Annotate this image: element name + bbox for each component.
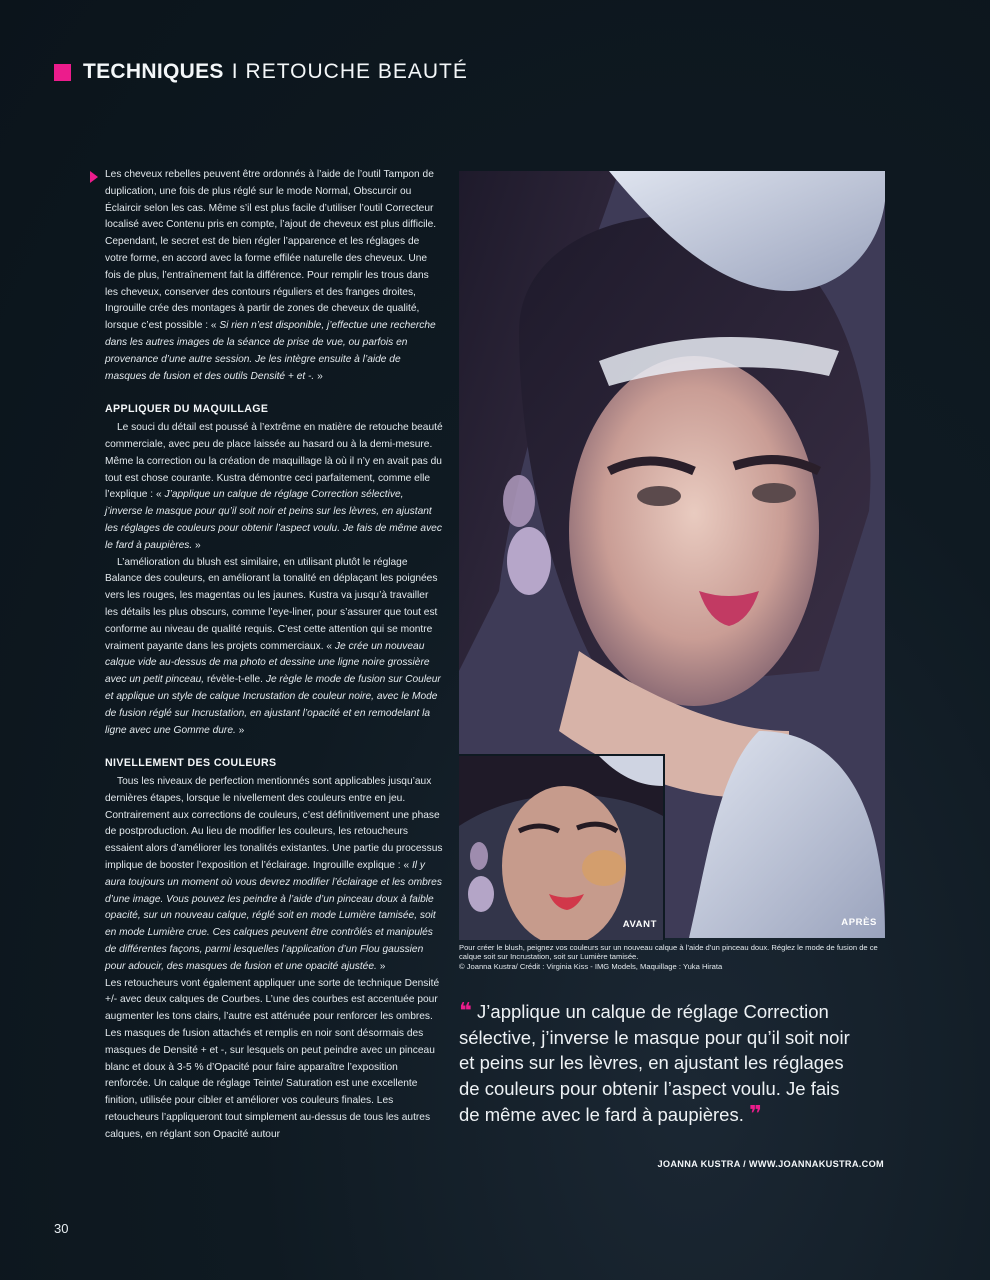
after-label: APRÈS bbox=[841, 917, 877, 928]
heading-color-grading: NIVELLEMENT DES COULEURS bbox=[105, 757, 277, 770]
heading-makeup: APPLIQUER DU MAQUILLAGE bbox=[105, 403, 269, 416]
before-label: AVANT bbox=[622, 919, 657, 930]
paragraph-2: Le souci du détail est poussé à l’extrême en matière de retouche beauté commerciale, avec peu de place laissée au hasard ou à la demi-mesure. Même la correction ou la création de maquillage là où il n’y en avait pas du tout est chose courante. Kustra démontre ceci parfaitement, comme elle l’explique : « J’applique un calque de réglage Correction sélective, j’inverse le masque pour qu’il soit noir et peins sur les lèvres, en ajustant les réglages de couleurs pour obtenir l’aspect voulu. Je fais de même avec le fard à paupières. » bbox=[105, 422, 443, 551]
paragraph-5: Les retoucheurs vont également appliquer une sorte de technique Densité +/- avec deux calques de Courbes. L’une des courbes est accentuée pour augmenter les tons clairs, l’autre est atténuée pour renforcer les ombres. Les masques de fusion attachés et remplis en noir sont désormais des masques de Densité + et -, sur lesquels on peut peindre avec un pinceau blanc et doux à 3-5 % d’Opacité pour faire apparaître l’exposition renforcée. Un calque de réglage Teinte/ Saturation est une excellente finition, utilisée pour cibler et améliorer vos couleurs finales. Les retoucheurs l’appliqueront tout simplement au-dessus de tous les autres calques, en réglant son Opacité autour bbox=[105, 977, 440, 1140]
portrait-photo-before bbox=[459, 754, 665, 940]
close-quote-icon: ❞ bbox=[749, 1101, 762, 1126]
photographer-credit: JOANNA KUSTRA / WWW.JOANNAKUSTRA.COM bbox=[657, 1159, 884, 1169]
paragraph-start-arrow-icon bbox=[90, 171, 98, 183]
portrait-before-illustration bbox=[459, 756, 663, 940]
section-marker-square bbox=[54, 64, 71, 81]
caption-copyright: © Joanna Kustra/ Crédit : Virginia Kiss - IMG Models, Maquillage : Yuka Hirata bbox=[459, 961, 723, 971]
paragraph-1: Les cheveux rebelles peuvent être ordonnés à l’aide de l’outil Tampon de duplication, une fois de plus réglé sur le mode Normal, Obscurcir ou Éclaircir selon les cas. Même s’il est plus facile d’utiliser l’outil Correcteur localisé avec Contenu pris en compte, l’ajout de cheveux est plus difficile. Cependant, le secret est de bien régler l’apparence et les réglages de votre forme, en accord avec la forme effilée naturelle des cheveux. Une fois de plus, l’entraînement fait la différence. Pour remplir les trous dans les cheveux, conserver des contours réguliers et des franges droites, Ingrouille crée des montages à partir de zones de cheveux de qualité, lorsque c’est possible : « Si rien n’est disponible, j’effectue une recherche dans les autres images de la séance de prise de vue, ou parfois en provenance d’une autre session. Je les intègre ensuite à l’aide de masques de fusion et des outils Densité + et -. » bbox=[105, 169, 437, 382]
paragraph-4: Tous les niveaux de perfection mentionnés sont applicables jusqu’aux dernières étapes, lorsque le nivellement des couleurs entre en jeu. Contrairement aux corrections de couleurs, c’est définitivement une phase de postproduction. Au lieu de modifier les couleurs, les retoucheurs essaient alors d’améliorer les tonalités existantes. Une partie du processus implique de booster l’exposition et l’éclairage. Ingrouille explique : « Il y aura toujours un moment où vous devrez modifier l’éclairage et les ombres d’une image. Vous pouvez les peindre à l’aide d’un pinceau doux à faible opacité, sur un nouveau calque, réglé soit en mode Lumière tamisée, soit en mode Lumière crue. Ces calques peuvent être contrôlés et manipulés de différentes façons, parmi lesquelles l’application d’un Flou gaussien pour adoucir, des masques de fusion et une opacité ajustée. » bbox=[105, 776, 443, 972]
photo-caption bbox=[459, 943, 885, 971]
article-body bbox=[105, 167, 443, 1144]
section-title: TECHNIQUES bbox=[83, 60, 224, 83]
open-quote-icon: ❝ bbox=[459, 998, 472, 1023]
caption-text: Pour créer le blush, peignez vos couleurs sur un nouveau calque à l’aide d’un pinceau doux. Réglez le mode de fusion de ce calque soit sur Incrustation, soit sur Lumière tamisée. bbox=[459, 943, 878, 962]
pull-quote-text: J’applique un calque de réglage Correction sélective, j’inverse le masque pour qu’il soit noir et peins sur les lèvres, en ajustant les réglages de couleurs pour obtenir l’aspect voulu. Je fais de même avec le fard à paupières. bbox=[459, 1001, 850, 1125]
pull-quote bbox=[459, 998, 859, 1128]
page-number: 30 bbox=[54, 1221, 69, 1236]
header-separator: I bbox=[231, 60, 238, 83]
section-subtitle: RETOUCHE BEAUTÉ bbox=[245, 60, 468, 83]
paragraph-3: L’amélioration du blush est similaire, en utilisant plutôt le réglage Balance des couleurs, en améliorant la tonalité en déplaçant les poignées vers les rouges, les magentas ou les jaunes. Kustra va jusqu’à travailler les détails les plus obscurs, comme l’eye-liner, pour s’assurer que tout est conforme au niveau de qualité requis. C’est cette attention qui se montre vraiment payante dans les projets commerciaux. « Je crée un nouveau calque vide au-dessus de ma photo et dessine une ligne noire grossière avec un petit pinceau, révèle-t-elle. Je règle le mode de fusion sur Couleur et applique un style de calque Incrustation de couleur noire, avec le Mode de fusion réglé sur Incrustation, en ajustant l’opacité et en remodelant la ligne avec une Gomme dure. » bbox=[105, 556, 441, 736]
section-header bbox=[54, 60, 468, 84]
